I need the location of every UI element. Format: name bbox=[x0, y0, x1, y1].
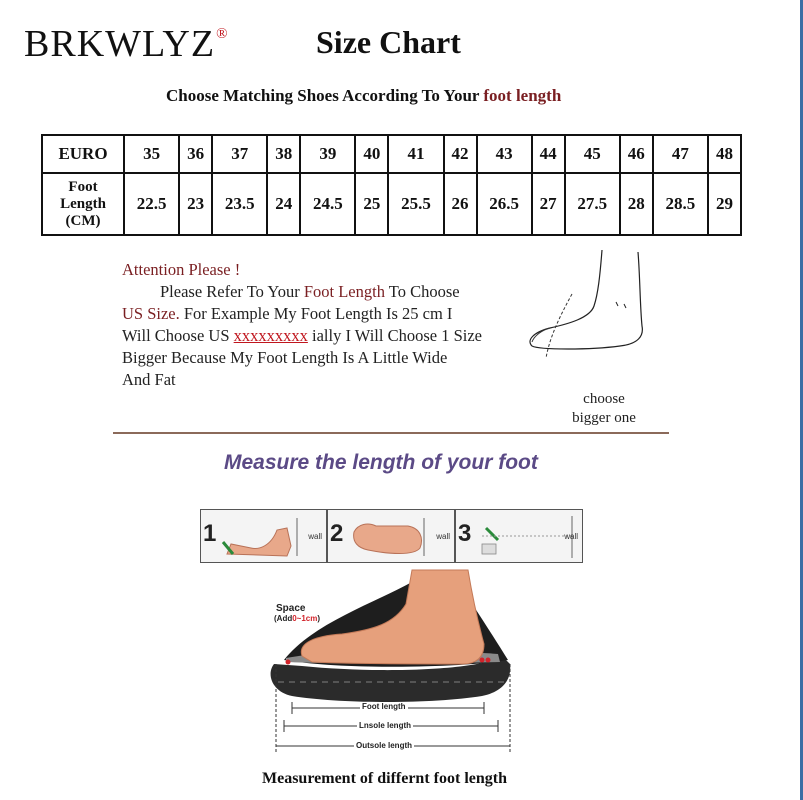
subtitle: Choose Matching Shoes According To Your foot length bbox=[166, 86, 562, 105]
foot-cm-cell: 25 bbox=[355, 173, 388, 235]
measure-step-2: 2 wall bbox=[327, 509, 455, 563]
outsole-length-label: Outsole length bbox=[356, 741, 412, 750]
foot-cm-cell: 26.5 bbox=[477, 173, 532, 235]
foot-cm-cell: 24.5 bbox=[300, 173, 355, 235]
foot-top-icon bbox=[348, 516, 428, 558]
foot-cm-cell: 28.5 bbox=[653, 173, 708, 235]
euro-size-cell: 35 bbox=[124, 135, 179, 173]
attention-note: Attention Please ! Please Refer To Your Foot Length To Choose US Size. For Example My Foot Length Is 25 cm I Will Choose US xxxxxxxxx ially I Will Choose 1 Size Bigger Because My Foot Length Is A Little Wide And Fat bbox=[122, 259, 532, 391]
euro-size-cell: 48 bbox=[708, 135, 741, 173]
space-label: Space bbox=[276, 603, 306, 614]
brand-logo: BRKWLYZ® bbox=[24, 23, 229, 65]
euro-size-cell: 37 bbox=[212, 135, 267, 173]
measure-step-3: 3 wall bbox=[455, 509, 583, 563]
size-table bbox=[41, 134, 742, 236]
foot-cm-cell: 26 bbox=[444, 173, 477, 235]
euro-size-cell: 44 bbox=[532, 135, 565, 173]
foot-cm-cell: 23.5 bbox=[212, 173, 267, 235]
diagram-caption: Measurement of differnt foot length bbox=[262, 770, 507, 787]
euro-size-cell: 43 bbox=[477, 135, 532, 173]
foot-cm-cell: 24 bbox=[267, 173, 300, 235]
euro-size-cell: 40 bbox=[355, 135, 388, 173]
insole-length-label: Lnsole length bbox=[359, 721, 411, 730]
ruler-icon bbox=[476, 514, 576, 560]
foot-length-label: Foot length bbox=[362, 702, 406, 711]
divider bbox=[113, 432, 669, 434]
foot-cm-cell: 23 bbox=[179, 173, 212, 235]
euro-size-cell: 41 bbox=[388, 135, 443, 173]
measure-heading: Measure the length of your foot bbox=[224, 451, 538, 474]
euro-header: EURO bbox=[42, 135, 124, 173]
space-sub-label: (Add0~1cm) bbox=[274, 614, 321, 623]
euro-size-cell: 36 bbox=[179, 135, 212, 173]
foot-length-row bbox=[42, 173, 741, 235]
foot-cm-cell: 28 bbox=[620, 173, 653, 235]
foot-cm-cell: 29 bbox=[708, 173, 741, 235]
foot-cm-cell: 25.5 bbox=[388, 173, 443, 235]
foot-cm-cell: 27 bbox=[532, 173, 565, 235]
foot-side-icon bbox=[221, 516, 301, 558]
page-title: Size Chart bbox=[316, 24, 461, 60]
foot-cm-cell: 27.5 bbox=[565, 173, 620, 235]
registered-mark: ® bbox=[216, 26, 229, 43]
euro-size-cell: 38 bbox=[267, 135, 300, 173]
foot-sketch-illustration bbox=[520, 246, 660, 366]
choose-bigger-note: choose bigger one bbox=[572, 391, 636, 426]
euro-size-cell: 39 bbox=[300, 135, 355, 173]
euro-size-cell: 42 bbox=[444, 135, 477, 173]
euro-size-cell: 45 bbox=[565, 135, 620, 173]
euro-size-cell: 47 bbox=[653, 135, 708, 173]
euro-row bbox=[42, 135, 741, 173]
measure-step-1: 1 wall bbox=[200, 509, 327, 563]
foot-cm-cell: 22.5 bbox=[124, 173, 179, 235]
attention-heading: Attention Please ! bbox=[122, 260, 241, 279]
euro-size-cell: 46 bbox=[620, 135, 653, 173]
foot-length-header: Foot Length (CM) bbox=[42, 173, 124, 235]
